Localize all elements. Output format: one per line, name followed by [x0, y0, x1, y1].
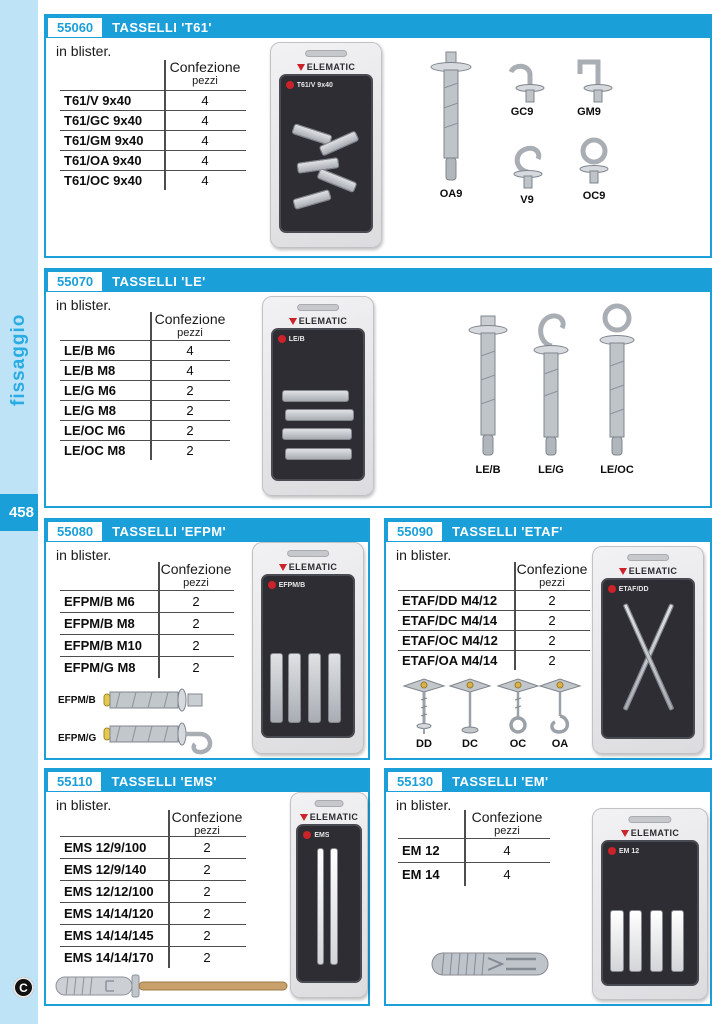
diagram-label: OA9 [439, 188, 463, 200]
table-divider [168, 810, 170, 968]
diagram-label: EFPM/B [58, 694, 96, 706]
article-code: 55070 [48, 272, 102, 291]
diagram-label: LE/OC [600, 464, 634, 476]
anchor-efpm-g-icon [102, 720, 234, 756]
section-title: TASSELLI 'LE' [112, 273, 206, 289]
table-row: LE/B M6 4 [60, 340, 230, 360]
table-row: EMS 14/14/170 2 [60, 946, 246, 968]
table-row: LE/OC M8 2 [60, 440, 230, 460]
brand-logo: ELEMATIC [593, 828, 707, 838]
col-subheader: pezzi [183, 577, 209, 589]
section-title: TASSELLI 'EFPM' [112, 523, 226, 539]
blister-pack [290, 792, 368, 998]
page-number-tab: 458 [0, 494, 38, 531]
diagram-gc9 [498, 60, 546, 118]
col-subheader: pezzi [194, 825, 220, 837]
pack-label: T61/V 9x40 [296, 81, 333, 89]
blister-pack [592, 546, 704, 754]
anchor-oa9-icon [428, 50, 474, 186]
table-row: EMS 12/9/140 2 [60, 858, 246, 880]
diagram-oa9 [428, 50, 474, 200]
diagram-label: GC9 [510, 106, 534, 118]
brand-triangle-icon [621, 830, 629, 837]
section-efpm [44, 518, 370, 760]
table-row: ETAF/OC M4/12 2 [398, 630, 590, 650]
pack-card [601, 578, 696, 739]
brand-triangle-icon [300, 814, 308, 821]
packaging-note: in blister. [396, 797, 452, 813]
diagram-le-oc [594, 302, 640, 476]
table-row: EFPM/B M8 2 [60, 612, 234, 634]
pack-label: EFPM/B [278, 581, 306, 589]
brand-logo: ELEMATIC [593, 566, 703, 576]
section-title: TASSELLI 'EM' [452, 773, 549, 789]
table-row: EMS 14/14/145 2 [60, 924, 246, 946]
diagram-label: DC [462, 738, 478, 750]
table-row: EFPM/G M8 2 [60, 656, 234, 678]
brand-triangle-icon [297, 64, 305, 71]
section-em [384, 768, 712, 1006]
col-header: Confezione [516, 561, 588, 577]
table-row: EMS 12/9/100 2 [60, 836, 246, 858]
table-header [60, 60, 246, 90]
hook-v9-icon [504, 144, 550, 192]
diagram-v9 [504, 144, 550, 206]
blister-pack [252, 542, 364, 754]
col-header: Confezione [160, 561, 232, 577]
table-divider [514, 562, 516, 670]
table-row: LE/OC M6 2 [60, 420, 230, 440]
diagram-etaf-dd [402, 670, 446, 750]
packaging-note: in blister. [396, 547, 452, 563]
table-divider [150, 312, 152, 460]
diagram-oc9 [570, 136, 618, 202]
article-code: 55110 [48, 772, 101, 791]
article-code: 55080 [48, 522, 102, 541]
ems-anchor-icon [54, 972, 290, 1000]
publisher-logo-icon: C [13, 977, 34, 998]
table-divider [164, 60, 166, 190]
section-header [386, 520, 710, 542]
diagram-label: OA [551, 738, 569, 750]
section-header [386, 770, 710, 792]
table-header [398, 810, 550, 838]
pack-label: LE/B [288, 335, 305, 343]
anchor-le-oc-icon [594, 302, 640, 462]
table-row: T61/OC 9x40 4 [60, 170, 246, 190]
table-row: EM 14 4 [398, 862, 550, 886]
packaging-note: in blister. [56, 547, 112, 563]
red-badge-icon [608, 847, 616, 855]
table-row: EFPM/B M6 2 [60, 590, 234, 612]
diagram-efpm-g [58, 720, 234, 756]
diagram-em-plug [430, 946, 552, 982]
section-header [46, 270, 710, 292]
table-row: T61/GC 9x40 4 [60, 110, 246, 130]
table-header [60, 810, 246, 836]
pack-card [271, 328, 366, 481]
section-header [46, 16, 710, 38]
table-row: EMS 12/12/100 2 [60, 880, 246, 902]
diagram-label: GM9 [577, 106, 601, 118]
pack-card [279, 74, 374, 233]
toggle-oa-icon [538, 670, 582, 736]
col-subheader: pezzi [539, 577, 565, 589]
section-etaf [384, 518, 712, 760]
packaging-note: in blister. [56, 297, 112, 313]
hang-slot-icon [315, 800, 344, 807]
red-badge-icon [303, 831, 311, 839]
table-row: ETAF/DD M4/12 2 [398, 590, 590, 610]
diagram-le-g [528, 308, 574, 476]
table-row: T61/OA 9x40 4 [60, 150, 246, 170]
hang-slot-icon [305, 50, 347, 57]
product-table [398, 810, 550, 886]
section-ems [44, 768, 370, 1006]
diagram-label: V9 [520, 194, 534, 206]
section-header [46, 520, 368, 542]
article-code: 55060 [48, 18, 102, 37]
table-divider [158, 562, 160, 678]
table-header [60, 562, 234, 590]
diagram-label: EFPM/G [58, 732, 97, 744]
red-badge-icon [286, 81, 294, 89]
product-table [60, 810, 246, 968]
section-le [44, 268, 712, 508]
diagram-ems-anchor [54, 972, 290, 1000]
toggle-oc-icon [496, 670, 540, 736]
pack-card [296, 824, 361, 983]
table-divider [464, 810, 466, 886]
diagram-etaf-oa [538, 670, 582, 750]
table-header [60, 312, 230, 340]
anchor-efpm-b-icon [102, 684, 234, 716]
category-label: fissaggio [8, 313, 29, 407]
table-row: LE/B M8 4 [60, 360, 230, 380]
col-subheader: pezzi [192, 75, 218, 87]
col-subheader: pezzi [494, 825, 520, 837]
article-code: 55130 [388, 772, 442, 791]
toggle-dc-icon [448, 670, 492, 736]
diagram-gm9 [564, 54, 614, 118]
hook-gc9-icon [498, 60, 546, 104]
pack-card [261, 574, 356, 738]
diagram-etaf-oc [496, 670, 540, 750]
col-subheader: pezzi [177, 327, 203, 339]
red-badge-icon [268, 581, 276, 589]
section-header [46, 770, 368, 792]
hang-slot-icon [627, 554, 669, 561]
diagram-label: OC [509, 738, 527, 750]
section-t61 [44, 14, 712, 258]
anchor-le-g-icon [528, 308, 574, 462]
product-table [60, 312, 230, 460]
brand-triangle-icon [289, 318, 297, 325]
brand-triangle-icon [279, 564, 287, 571]
table-row: T61/GM 9x40 4 [60, 130, 246, 150]
brand-logo: ELEMATIC [291, 812, 367, 822]
diagram-etaf-dc [448, 670, 492, 750]
pack-label: ETAF/DD [618, 585, 649, 593]
brand-logo: ELEMATIC [263, 316, 373, 326]
hang-slot-icon [628, 816, 671, 823]
section-title: TASSELLI 'T61' [112, 19, 212, 35]
brand-logo: ELEMATIC [271, 62, 381, 72]
table-row: ETAF/OA M4/14 2 [398, 650, 590, 670]
table-row: LE/G M6 2 [60, 380, 230, 400]
table-row: EFPM/B M10 2 [60, 634, 234, 656]
red-badge-icon [278, 335, 286, 343]
table-row: T61/V 9x40 4 [60, 90, 246, 110]
brand-logo: ELEMATIC [253, 562, 363, 572]
em-plug-icon [430, 946, 552, 982]
blister-pack [270, 42, 382, 248]
diagram-label: OC9 [582, 190, 606, 202]
article-code: 55090 [388, 522, 442, 541]
col-header: Confezione [169, 59, 241, 75]
blister-pack [592, 808, 708, 1000]
hook-gm9-icon [564, 54, 614, 104]
col-header: Confezione [154, 311, 226, 327]
brand-triangle-icon [619, 568, 627, 575]
eye-oc9-icon [570, 136, 618, 188]
toggle-dd-icon [402, 670, 446, 736]
diagram-efpm-b [58, 684, 234, 716]
pack-card [601, 840, 699, 986]
col-header: Confezione [171, 809, 243, 825]
table-row: LE/G M8 2 [60, 400, 230, 420]
product-table [60, 60, 246, 190]
anchor-le-b-icon [466, 314, 510, 462]
red-badge-icon [608, 585, 616, 593]
pack-label: EMS [314, 831, 330, 839]
diagram-le-b [466, 314, 510, 476]
table-row: ETAF/DC M4/14 2 [398, 610, 590, 630]
pack-label: EM 12 [618, 847, 640, 855]
product-table [60, 562, 234, 678]
hang-slot-icon [297, 304, 339, 311]
product-table [398, 562, 590, 670]
table-header [398, 562, 590, 590]
table-row: EM 12 4 [398, 838, 550, 862]
section-title: TASSELLI 'EMS' [111, 773, 217, 789]
diagram-label: LE/B [475, 464, 501, 476]
diagram-label: DD [416, 738, 432, 750]
col-header: Confezione [471, 809, 543, 825]
packaging-note: in blister. [56, 43, 112, 59]
blister-pack [262, 296, 374, 496]
hang-slot-icon [287, 550, 329, 557]
table-row: EMS 14/14/120 2 [60, 902, 246, 924]
section-title: TASSELLI 'ETAF' [452, 523, 563, 539]
diagram-label: LE/G [538, 464, 564, 476]
packaging-note: in blister. [56, 797, 112, 813]
